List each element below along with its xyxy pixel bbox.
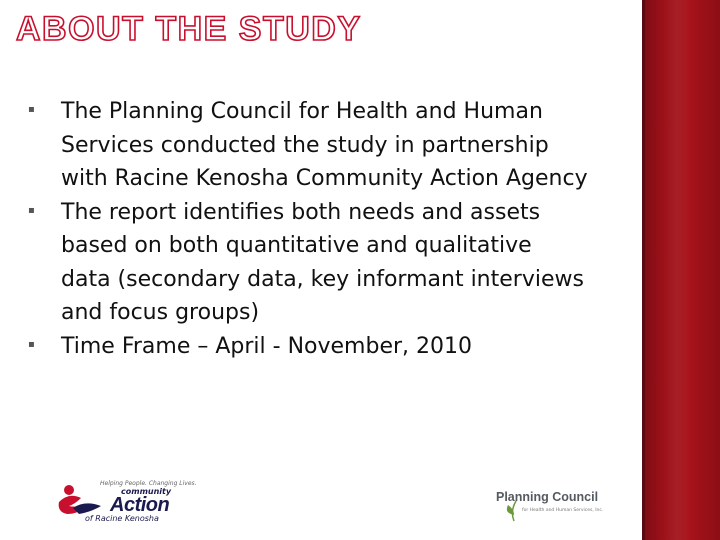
bullet-list <box>28 95 588 363</box>
decorative-sidebar <box>642 0 720 540</box>
logo-action: Action <box>110 494 170 516</box>
planning-council-logo <box>492 485 622 525</box>
sidebar-sheen <box>662 0 692 540</box>
bullet-icon: ▪ <box>28 204 35 216</box>
community-action-logo <box>55 480 197 524</box>
logo-of-racine-kenosha: of Racine Kenosha <box>85 514 159 523</box>
slide-title: ABOUT THE STUDY <box>16 10 362 48</box>
bullet-text: The Planning Council for Health and Human Services conducted the study in partnership with Racine Kenosha Community Action Agency <box>61 99 588 191</box>
logo-tagline: Helping People. Changing Lives. <box>100 480 197 487</box>
sidebar-edge <box>642 0 645 540</box>
logo-planning-council-subtitle: for Health and Human Services, Inc. <box>522 508 604 513</box>
bullet-item <box>28 330 588 364</box>
logo-community: community <box>121 487 172 496</box>
bullet-text: The report identifies both needs and assets based on both quantitative and qualitative data (secondary data, key informant interviews and focus groups) <box>61 199 584 325</box>
bullet-item <box>28 196 588 330</box>
logo-planning-council-name: Planning Council <box>496 490 599 504</box>
bullet-icon: ▪ <box>28 338 35 350</box>
bullet-text: Time Frame – April - November, 2010 <box>61 333 472 359</box>
bullet-item <box>28 95 588 196</box>
bullet-icon: ▪ <box>28 104 35 115</box>
